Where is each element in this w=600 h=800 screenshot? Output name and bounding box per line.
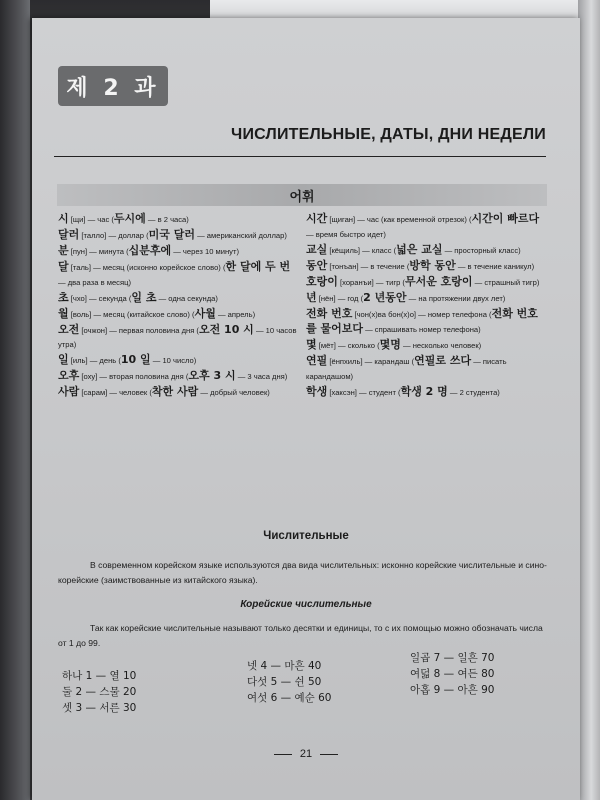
page-number-dash-right (320, 754, 338, 755)
numerals-column-2 (247, 658, 331, 706)
numeral-pair: 여섯 6 — 예순 60 (247, 692, 332, 704)
page-number-text: 21 (299, 748, 313, 760)
vocab-entry: 시간 [щиган] — час (как временной отрезок) (시간이 빠르다 — время быстро идет) (306, 212, 540, 239)
chapter-title: ЧИСЛИТЕЛЬНЫЕ, ДАТЫ, ДНИ НЕДЕЛИ (231, 126, 546, 143)
page-number-dash-left (274, 754, 292, 755)
vocab-entry: 달 [таль] — месяц (исконно корейское слово) (한 달에 두 번 — два раза в месяц) (58, 260, 291, 287)
numeral-pair: 하나 1 — 열 10 (62, 670, 137, 682)
numeral-pair: 둘 2 — 스물 20 (62, 686, 137, 698)
vocab-entry: 학생 [хаксэн] — студент (학생 2 명 — 2 студента) (306, 384, 500, 398)
section-title: Числительные (263, 530, 349, 542)
lesson-badge: 제 2 과 (58, 66, 168, 106)
vocab-entry: 오전 [очжон] — первая половина дня (오전 10 시 — 10 часов утра) (58, 322, 297, 349)
background-left (0, 0, 30, 800)
page-number (32, 748, 580, 760)
vocab-entry: 분 [пун] — минута (십분후에 — через 10 минут) (58, 244, 239, 257)
numeral-pair: 다섯 5 — 쉰 50 (247, 676, 322, 688)
numeral-pair: 여덟 8 — 여든 80 (410, 668, 495, 680)
paragraph-intro: В современном корейском языке используются два вида числительных: исконно корейские числительные и сино-корейские (заимствованные из китайского языка). (58, 560, 547, 585)
vocab-column-left (58, 212, 298, 401)
numerals-column-3 (410, 650, 494, 698)
vocab-entry: 교실 [кёщиль] — класс (넓은 교실 — просторный класс) (306, 242, 521, 256)
vocab-column-right (306, 212, 546, 401)
numeral-pair: 일곱 7 — 일흔 70 (410, 652, 495, 664)
vocab-entry: 연필 [ёнпхиль] — карандаш (연필로 쓰다 — писать карандашом) (306, 354, 507, 381)
vocab-entry: 달러 [талло] — доллар (미국 달러 — американский доллар) (58, 228, 287, 241)
numerals-column-1 (62, 668, 136, 716)
vocab-entry: 사람 [сарам] — человек (착한 사람 — добрый человек) (58, 385, 270, 398)
vocab-entry: 일 [иль] — день (10 일 — 10 число) (58, 353, 197, 366)
subsection-title: Корейские числительные (240, 599, 372, 610)
vocab-entry: 전화 번호 [чон(х)ва бон(х)о] — номер телефона (전화 번호를 물어보다 — спрашивать номер телефона) (306, 306, 538, 335)
vocab-entry: 오후 [оху] — вторая половина дня (오후 3 시 — 3 часа дня) (58, 369, 288, 382)
book-page (32, 18, 580, 800)
vocab-entry: 동안 [тонъан] — в течение (방학 동안 — в течение каникул) (306, 258, 535, 272)
vocab-entry: 호랑이 [хоранъи] — тигр (무서운 호랑이 — страшный тигр) (306, 274, 540, 288)
title-rule (54, 156, 546, 157)
numeral-pair: 넷 4 — 마흔 40 (247, 660, 322, 672)
vocab-entry: 년 [нён] — год (2 년동안 — на протяжении двух лет) (306, 290, 506, 304)
paragraph-range: Так как корейские числительные называют только десятки и единицы, то с их помощью можно обозначать числа от 1 до 99. (58, 623, 543, 648)
vocab-header: 어휘 (57, 184, 547, 206)
numeral-pair: 아홉 9 — 아흔 90 (410, 684, 495, 696)
vocab-entry: 시 [щи] — час (두시에 — в 2 часа) (58, 212, 189, 225)
vocab-entry: 몇 [мёт] — сколько (몇명 — несколько человек) (306, 338, 482, 351)
vocab-entry: 초 [чхо] — секунда (일 초 — одна секунда) (58, 290, 218, 304)
page-edge (578, 0, 600, 800)
vocab-entry: 월 [воль] — месяц (китайское слово) (사월 — апрель) (58, 306, 256, 320)
numeral-pair: 셋 3 — 서른 30 (62, 702, 137, 714)
